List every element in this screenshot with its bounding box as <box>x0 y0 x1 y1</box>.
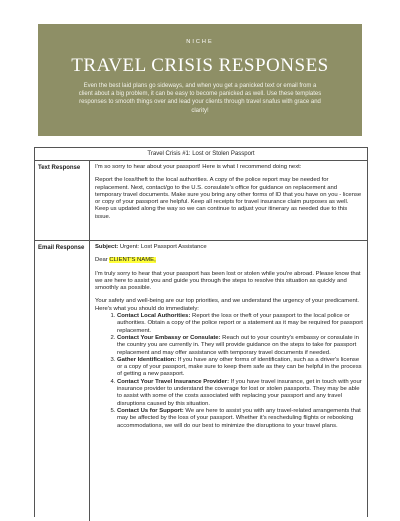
step-title: Contact Us for Support: <box>117 407 184 414</box>
email-subject-label: Subject: <box>95 244 119 250</box>
text-response-p2: Report the loss/theft to the local authorities. A copy of the police report may be needed for replacement. Next, contact/go to the U.S. consulate's office for guidance on replacement and temporary travel documents. Make sure you bring any other forms of ID that you have on you - license or copy of your passport are helpful. Keep all receipts for travel insurance claim purposes as well. Keep us updated along the way so we can continue to adjust your itinerary as needed due to this issue. <box>95 177 362 220</box>
list-item <box>117 408 363 430</box>
table-heading: Travel Crisis #1: Lost or Stolen Passport <box>35 148 367 161</box>
email-response-row <box>35 241 367 521</box>
greeting-dear: Dear <box>95 257 110 264</box>
step-title: Contact Your Embassy or Consulate: <box>117 334 221 341</box>
response-table <box>34 147 368 517</box>
step-title: Contact Your Travel Insurance Provider: <box>117 378 230 385</box>
step-text: Reach out to your country's embassy or consulate in the country you are currently in. They will provide guidance on the steps to take for passport replacement and may offer assistance with temporary travel documents if needed. <box>117 334 359 356</box>
email-p2: Your safety and well-being are our top priorities, and we understand the urgency of your predicament. Here's what you should do immediately: <box>95 298 360 312</box>
text-response-content <box>90 161 367 240</box>
email-p1: I'm truly sorry to hear that your passport has been lost or stolen while you're abroad. Please know that we are here to assist you and guide you through the steps to resolve this situation as quickly and smoothly as possible. <box>95 270 361 292</box>
brand-name: NICHE <box>186 39 214 45</box>
email-response-content <box>90 241 367 521</box>
header-banner <box>38 24 362 136</box>
text-response-row <box>35 161 367 241</box>
email-subject <box>95 244 363 251</box>
step-text: If you have any other forms of identification, such as a driver's license or a copy of your passport, make sure to keep them safe as they can be helpful in the process of getting a new passport. <box>117 356 362 378</box>
steps-list <box>95 313 363 430</box>
text-response-p1: I'm so sorry to hear about your passport! Here is what I recommend doing next: <box>95 164 302 170</box>
list-item <box>117 357 363 379</box>
list-item <box>117 379 363 408</box>
list-item <box>117 335 363 357</box>
page-title: TRAVEL CRISIS RESPONSES <box>71 55 329 76</box>
step-text: We are here to assist you with any travel-related arrangements that may be affected by the loss of your passport. Whether it's rescheduling flights or rebooking accommodations, we will do our best to minimize the disruptions to your travel plans. <box>117 407 361 429</box>
step-text: If you have travel insurance, get in touch with your insurance provider to understand the coverage for lost or stolen passports. They may be able to assist with some of the costs associated with replacing your passport and any travel disruptions caused by this situation. <box>117 378 362 407</box>
step-title: Gather Identification: <box>117 356 177 363</box>
step-text: Report the loss or theft of your passport to the local police or authorities. Obtain a copy of the police report or a statement as it may be required for passport replacement. <box>117 313 363 334</box>
client-name-placeholder: CLIENT'S NAME, <box>109 257 156 264</box>
email-subject-text: Urgent: Lost Passport Assistance <box>118 244 207 250</box>
email-response-label: Email Response <box>35 241 90 521</box>
step-title: Contact Local Authorities: <box>117 313 191 320</box>
text-response-label: Text Response <box>35 161 90 240</box>
email-greeting <box>95 257 363 264</box>
intro-text: Even the best laid plans go sideways, and when you get a panicked text or email from a client about a big problem, it can be easy to become panicked as well. Use these templates responses to smooth things over and lead your clients through travel snafus with grace and clarity! <box>78 83 322 114</box>
list-item <box>117 313 363 335</box>
